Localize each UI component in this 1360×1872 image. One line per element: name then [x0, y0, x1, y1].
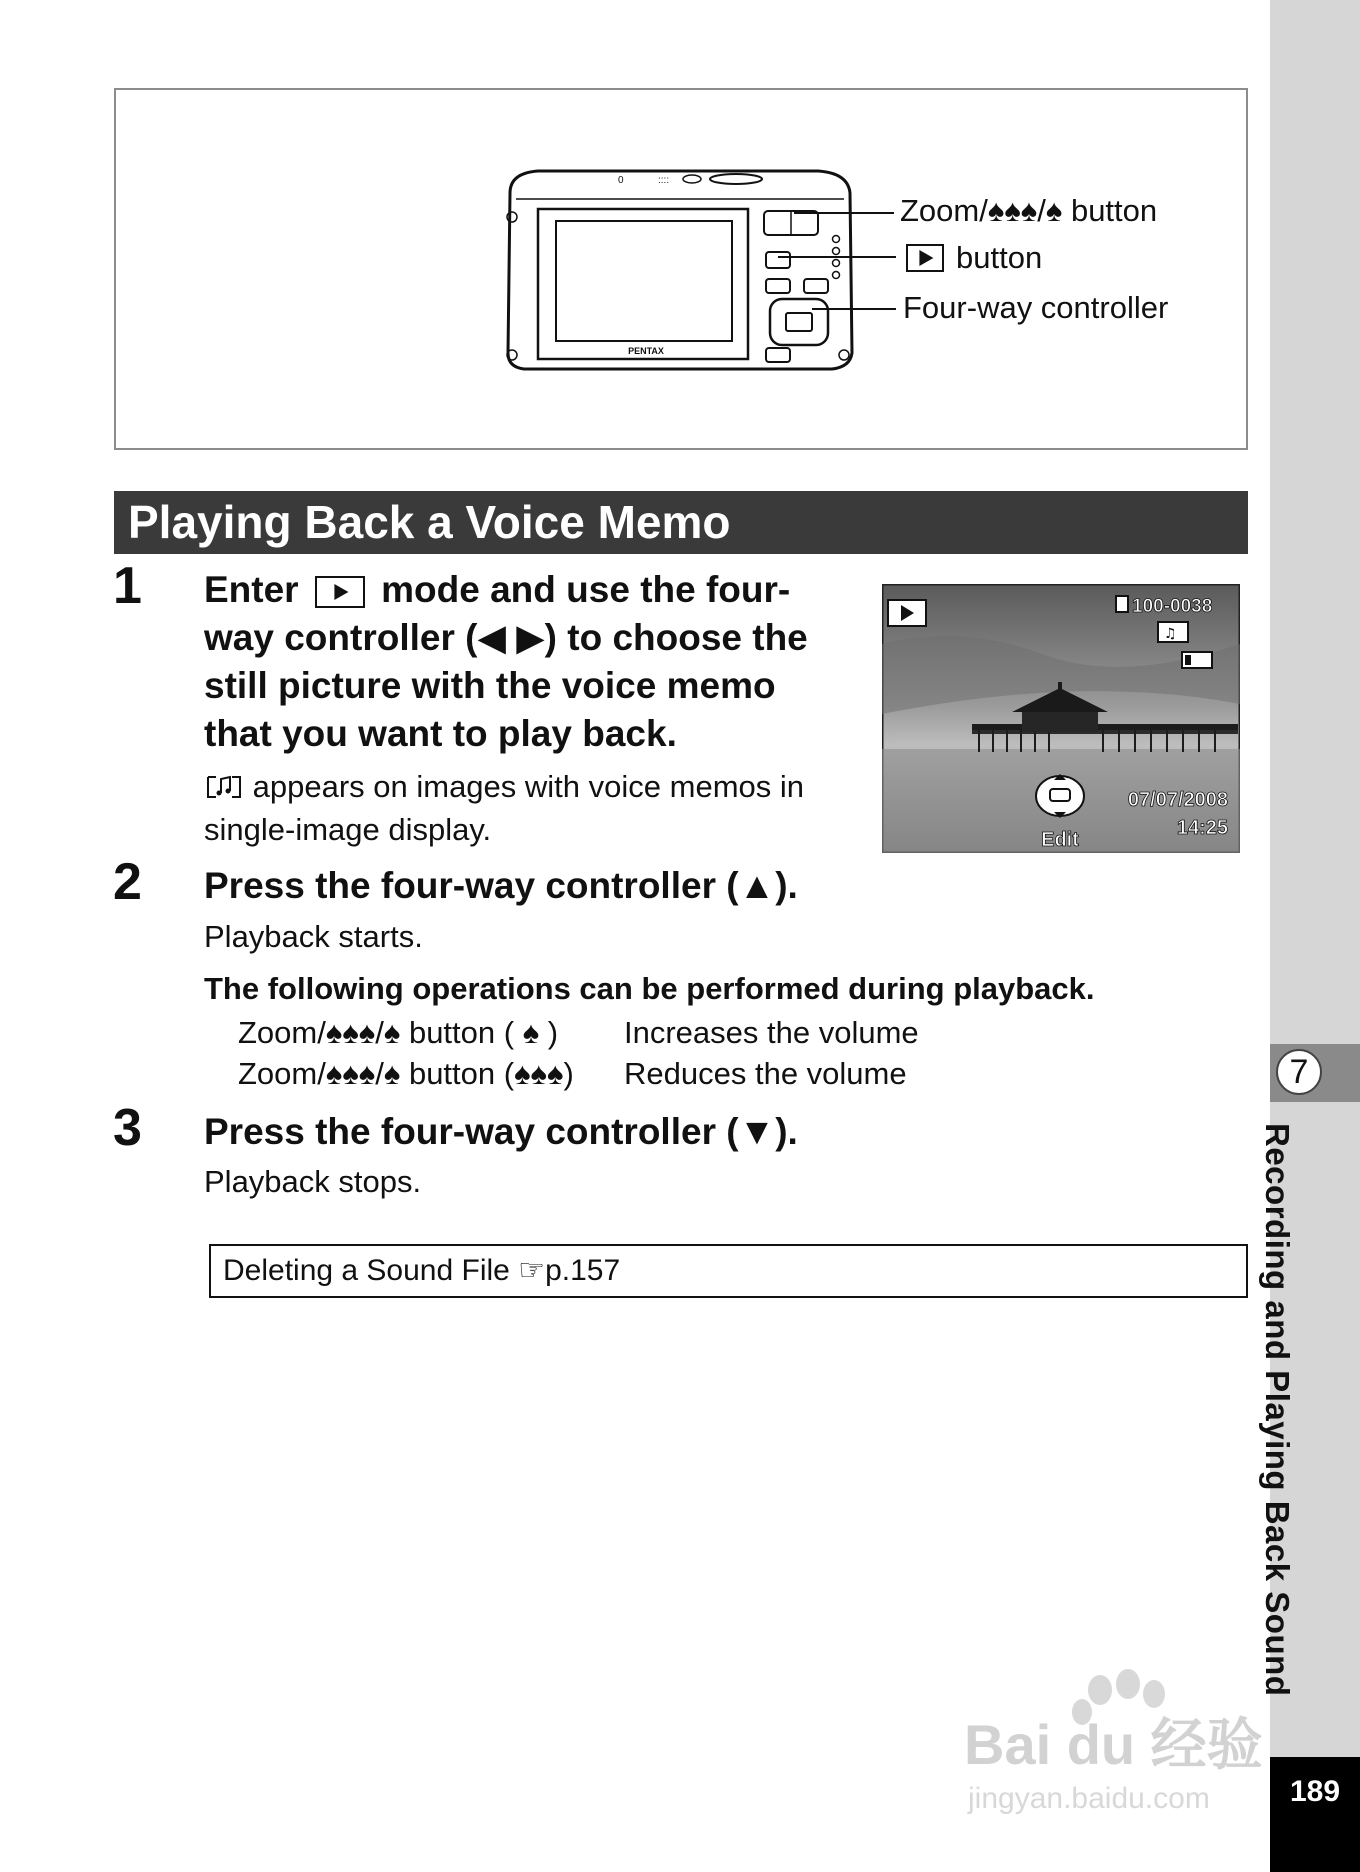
page-number: 189 — [1270, 1757, 1360, 1872]
svg-text:0: 0 — [618, 175, 624, 186]
file-number: 100-0038 — [1132, 596, 1213, 617]
step-3-result: Playback stops. — [204, 1164, 422, 1199]
step-1-heading-part: mode and use the four- — [381, 569, 791, 610]
watermark-url: jingyan.baidu.com — [968, 1782, 1210, 1815]
step-1-note-line: appears on images with voice memos in — [252, 769, 804, 804]
step-2-result: Playback starts. — [204, 919, 423, 954]
operation-reduce-button: Zoom/♠♠♠/♠ button (♠♠♠) — [238, 1056, 574, 1091]
svg-text:::::: :::: — [658, 175, 670, 186]
playback-mode-icon — [315, 576, 365, 608]
playback-icon — [906, 244, 944, 272]
four-way-controller-label: Four-way controller — [903, 290, 1169, 325]
edit-label: Edit — [1041, 829, 1079, 851]
step-1-note — [204, 765, 864, 851]
camera-illustration — [498, 165, 858, 375]
step-1-heading-line: still picture with the voice memo — [204, 665, 776, 706]
operation-reduce-action: Reduces the volume — [624, 1056, 907, 1091]
step-1-heading-part: Enter — [204, 569, 299, 610]
step-3-number: 3 — [113, 1099, 142, 1157]
step-2-heading: Press the four-way controller (▲). — [204, 865, 798, 906]
voice-memo-icon — [204, 773, 244, 801]
step-1-heading-line: that you want to play back. — [204, 713, 677, 754]
operation-increase-action: Increases the volume — [624, 1015, 919, 1050]
svg-text:♫: ♫ — [1164, 626, 1177, 642]
zoom-button-label: Zoom/♠♠♠/♠ button — [900, 193, 1158, 228]
watermark-text: Bai du 经验 — [964, 1713, 1263, 1776]
step-1-note-line: single-image display. — [204, 812, 492, 847]
fourway-leader-line — [812, 308, 896, 310]
reference-link[interactable]: Deleting a Sound File ☞p.157 — [209, 1244, 1248, 1298]
screen-date: 07/07/2008 — [1127, 789, 1228, 811]
step-1-heading-line: way controller (◀ ▶) to choose the — [204, 617, 808, 658]
zoom-leader-line — [794, 212, 894, 214]
step-2-number: 2 — [113, 853, 142, 911]
section-title: Playing Back a Voice Memo — [114, 491, 1248, 554]
play-leader-line — [778, 256, 896, 258]
step-1-heading — [204, 566, 864, 758]
chapter-title: Recording and Playing Back Sound — [1259, 1123, 1296, 1697]
step-3-heading: Press the four-way controller (▼). — [204, 1111, 798, 1152]
camera-brand: PENTAX — [628, 346, 664, 356]
playback-screen-image — [882, 584, 1240, 853]
chapter-number: 7 — [1276, 1049, 1322, 1095]
operations-title: The following operations can be performed during playback. — [204, 971, 1095, 1006]
baidu-watermark — [960, 1660, 1270, 1820]
screen-time: 14:25 — [1176, 817, 1228, 839]
play-button-label: button — [956, 240, 1043, 275]
operation-increase-button: Zoom/♠♠♠/♠ button ( ♠ ) — [238, 1015, 559, 1050]
step-1-number: 1 — [113, 557, 142, 615]
